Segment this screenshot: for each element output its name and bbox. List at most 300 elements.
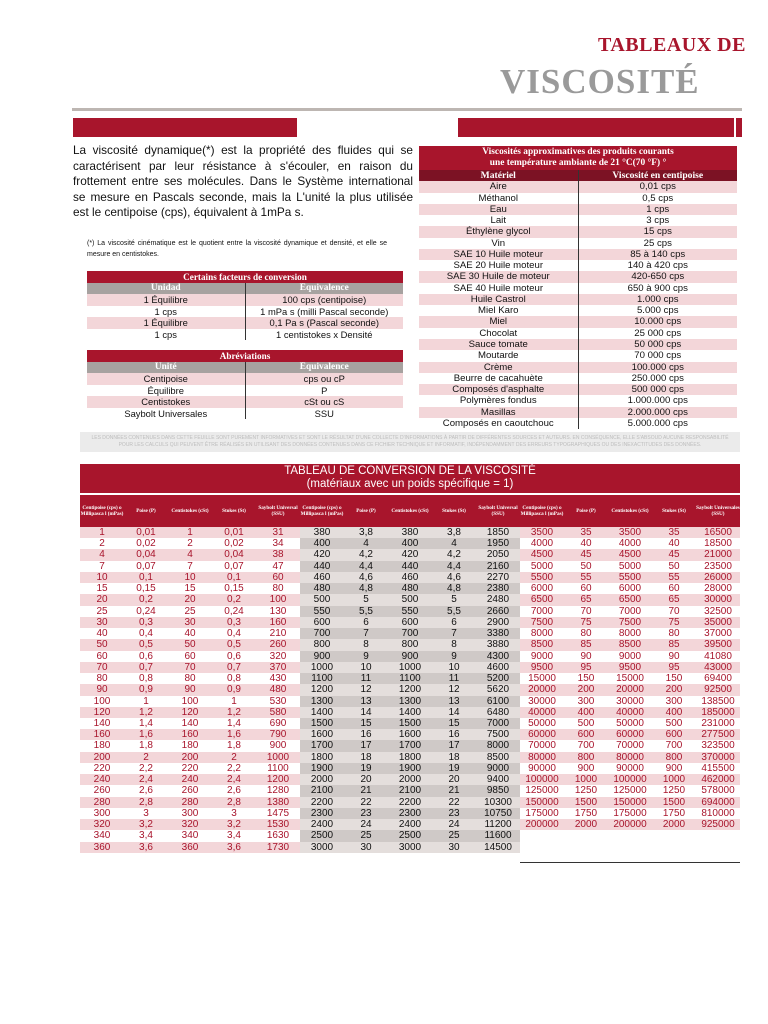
table-row — [80, 572, 300, 583]
table-cell: 70000 — [528, 740, 556, 752]
column-header: Matériel — [419, 170, 578, 181]
table-cell: 8 — [451, 639, 457, 651]
table-row — [520, 752, 740, 763]
table-cell: 70 — [184, 661, 196, 673]
table-row — [300, 651, 520, 662]
table-row — [300, 572, 520, 583]
table-cell: 200 — [665, 684, 683, 696]
table-cell: 1000 — [574, 774, 598, 786]
column-header: Saybolt Universal (SSU) — [256, 495, 300, 527]
table-cell: 1000 — [662, 774, 686, 786]
table-cell: 150000 — [613, 796, 647, 808]
table-cell: 55 — [580, 571, 592, 583]
column-header: Unité — [87, 362, 245, 373]
table-cell: 35 — [668, 527, 680, 538]
table-cell: 100000 — [525, 774, 559, 786]
table-cell: 800 — [665, 751, 683, 763]
table-cell: 8000 — [486, 740, 510, 752]
table-cell: 220 — [93, 762, 111, 774]
table-cell: 0,04 — [136, 549, 156, 561]
table-row — [87, 408, 403, 419]
table-cell: 65 — [580, 594, 592, 606]
table-cell: 420-650 cps — [631, 271, 685, 283]
table-row — [80, 639, 300, 650]
table-row — [520, 740, 740, 751]
table-cell: 17 — [448, 740, 460, 752]
table-cell: 360 — [93, 841, 111, 853]
table-cell: 15 — [448, 717, 460, 729]
table-cell: 900 — [269, 740, 287, 752]
table-cell: 4,4 — [359, 560, 373, 572]
table-row — [80, 808, 300, 819]
table-cell: 1400 — [310, 706, 334, 718]
table-cell: 60 — [580, 583, 592, 595]
table-cell: 800 — [313, 639, 331, 651]
table-row — [80, 684, 300, 695]
table-row — [300, 561, 520, 572]
table-row — [520, 651, 740, 662]
table-row — [520, 819, 740, 830]
page-title-line2: VISCOSITÉ — [500, 62, 700, 101]
table-header-row — [419, 170, 737, 181]
table-cell: 138500 — [701, 695, 735, 707]
table-cell: 15 — [184, 583, 196, 595]
table-cell: 1000 — [266, 751, 290, 763]
table-cell: 12 — [360, 684, 372, 696]
table-cell: 0,6 — [139, 650, 153, 662]
table-cell: 45 — [668, 549, 680, 561]
table-cell: 0,9 — [227, 684, 241, 696]
table-cell: 300 — [181, 807, 199, 819]
table-cell: 30000 — [616, 695, 644, 707]
table-cell: 578000 — [701, 785, 735, 797]
column-header: Équivalence — [299, 362, 349, 372]
table-cell: 1630 — [266, 830, 290, 842]
table-cell: 1,6 — [139, 729, 153, 741]
table-cell: SAE 40 Huile moteur — [419, 283, 578, 294]
table-row — [520, 662, 740, 673]
table-cell: 90000 — [528, 762, 556, 774]
table-cell: 20 — [360, 774, 372, 786]
table-cell: Éthylène glycol — [419, 226, 578, 237]
table-cell: 1 cps — [87, 329, 245, 340]
table-cell: 2000 — [398, 774, 422, 786]
table-cell: 2270 — [486, 571, 510, 583]
table-cell: 1 Équilibre — [87, 294, 245, 305]
table-cell: 6 — [451, 616, 457, 628]
table-cell: 3 — [231, 807, 237, 819]
table-cell: 1,6 — [227, 729, 241, 741]
table-row — [80, 662, 300, 673]
table-row — [419, 260, 737, 271]
table-cell: 6000 — [618, 583, 642, 595]
table-cell: 1900 — [398, 762, 422, 774]
table-cell: Sauce tomate — [419, 339, 578, 350]
table-cell: 2.000.000 cps — [627, 406, 688, 418]
table-cell: 2000 — [662, 819, 686, 831]
table-cell: 500 — [313, 594, 331, 606]
table-cell: 11600 — [484, 830, 512, 842]
table-cell: 1750 — [574, 807, 598, 819]
table-cell: 3 cps — [646, 215, 670, 227]
table-row — [80, 594, 300, 605]
table-cell: 11 — [448, 673, 460, 685]
table-cell: 2500 — [310, 830, 334, 842]
table-row — [300, 797, 520, 808]
table-cell: 4500 — [530, 549, 554, 561]
table-cell: 40 — [184, 628, 196, 640]
table-cell: 17 — [360, 740, 372, 752]
column-header: Centipoise (cps) o Millipasca l (mPas) — [300, 495, 344, 527]
table-row — [520, 785, 740, 796]
table-cell: 30000 — [704, 594, 732, 606]
table-cell: 4,6 — [447, 571, 461, 583]
table-row — [300, 752, 520, 763]
table-row — [419, 181, 737, 192]
table-cell: 120 — [181, 706, 199, 718]
table-cell: 40000 — [616, 706, 644, 718]
table-cell: 1850 — [486, 527, 510, 538]
conversion-table-title-line2: (matériaux avec un poids spécifique = 1) — [306, 478, 514, 490]
table-cell: 50000 — [616, 717, 644, 729]
table-row — [520, 572, 740, 583]
approx-viscosity-title — [419, 146, 737, 170]
table-row — [520, 763, 740, 774]
table-row — [300, 639, 520, 650]
table-cell: 340 — [181, 830, 199, 842]
table-cell: 3880 — [486, 639, 510, 651]
table-cell: 7500 — [530, 616, 554, 628]
table-cell: 260 — [181, 785, 199, 797]
table-cell: 5000 — [530, 560, 554, 572]
table-cell: 0,24 — [136, 605, 156, 617]
table-row — [520, 808, 740, 819]
table-cell: 2,6 — [227, 785, 241, 797]
table-row — [300, 527, 520, 538]
table-cell: 14500 — [484, 841, 512, 853]
table-row — [300, 763, 520, 774]
table-cell: 2100 — [310, 785, 334, 797]
table-cell: 90 — [668, 650, 680, 662]
table-cell: Méthanol — [419, 193, 578, 204]
table-row — [80, 538, 300, 549]
column-header: Centistokes (cSt) — [388, 495, 432, 527]
table-cell: 2,2 — [139, 762, 153, 774]
table-cell: 200000 — [525, 819, 559, 831]
table-cell: 320 — [93, 819, 111, 831]
right-edge-bar — [736, 118, 742, 137]
table-cell: 0,02 — [136, 538, 156, 550]
table-cell: 100 — [269, 594, 287, 606]
conversion-table-title-line1: TABLEAU DE CONVERSION DE LA VISCOSITÉ — [284, 465, 536, 477]
table-cell: Eau — [419, 204, 578, 215]
table-cell: 21000 — [704, 549, 732, 561]
table-cell: 55 — [668, 571, 680, 583]
table-cell: 0,3 — [227, 616, 241, 628]
table-cell: 30 — [184, 616, 196, 628]
table-cell: 3500 — [618, 527, 642, 538]
table-cell: 1 cps — [646, 203, 670, 215]
table-cell: 360 — [181, 841, 199, 853]
table-cell: 140 à 420 cps — [627, 260, 688, 272]
table-row — [80, 617, 300, 628]
column-header: Centistokes (cSt) — [168, 495, 212, 527]
column-header: Poise (P) — [124, 495, 168, 527]
table-cell: 60 — [668, 583, 680, 595]
conversion-factors-table — [87, 271, 403, 340]
table-cell: 90 — [184, 684, 196, 696]
table-cell: 12 — [448, 684, 460, 696]
table-cell: 400 — [401, 538, 419, 550]
table-cell: 1000 — [398, 661, 422, 673]
table-cell: 200 — [577, 684, 595, 696]
table-cell: 130 — [269, 605, 287, 617]
table-row — [419, 373, 737, 384]
abbreviations-table — [87, 350, 403, 419]
table-cell: 2050 — [486, 549, 510, 561]
table-cell: 210 — [269, 628, 287, 640]
table-cell: 60000 — [616, 729, 644, 741]
table-cell: 2160 — [486, 560, 510, 572]
conversion-factors-grid — [87, 283, 403, 340]
table-cell: 1800 — [398, 751, 422, 763]
table-row — [80, 651, 300, 662]
table-cell: 4,2 — [447, 549, 461, 561]
table-row — [80, 718, 300, 729]
table-row — [80, 673, 300, 684]
table-row — [419, 384, 737, 395]
table-cell: 460 — [401, 571, 419, 583]
table-cell: 700 — [401, 628, 419, 640]
table-cell: 0,6 — [227, 650, 241, 662]
table-cell: 15 — [96, 583, 108, 595]
table-cell: 16500 — [704, 527, 732, 538]
table-row — [80, 707, 300, 718]
table-cell: 80 — [668, 628, 680, 640]
table-cell: 125000 — [613, 785, 647, 797]
table-cell: 4,6 — [359, 571, 373, 583]
table-row — [300, 662, 520, 673]
table-cell: 85 — [668, 639, 680, 651]
table-cell: 1500 — [662, 796, 686, 808]
table-cell: 25 000 cps — [634, 327, 682, 339]
table-cell: 430 — [269, 673, 287, 685]
table-cell: 900 — [577, 762, 595, 774]
disclaimer-text: LES DONNÉES CONTENUES DANS CETTE FEUILLE SONT PUREMENT INFORMATIVES ET SONT LE RÉSULTAT D'UNE COLLECTE D'INFORMATIONS À PARTIR DE DIFFÉRENTES SOURCES ET AUTEURS. EN CONSÉQUENCE, ELLE S'ABSOUD AUCUNE RESPONSABILITÉ POUR LES CALCULS QUI PEUVENT ÊTRE RÉALISÉS EN UTILISANT DES DONNÉES CONTENUES DANS CE FICHIER TECHNIQUE ET INFORMATIF, INDÉPENDAMMENT DES ERREURS TYPOGRAPHIQUES OU DES INEXACTITUDES DES DONNÉES. — [80, 432, 740, 452]
table-cell: 0,1 — [227, 571, 241, 583]
table-cell: 1380 — [266, 796, 290, 808]
table-cell: 60000 — [528, 729, 556, 741]
table-cell: 4500 — [618, 549, 642, 561]
column-header: Équivalence — [299, 283, 349, 293]
table-cell: Composés d'asphalte — [419, 384, 578, 395]
table-cell: 4,2 — [359, 549, 373, 561]
column-header: Poise (P) — [344, 495, 388, 527]
conversion-bottom-rule — [520, 862, 740, 863]
table-cell: 8500 — [618, 639, 642, 651]
page-title-line1: TABLEAUX DE — [598, 34, 746, 56]
conversion-block-3-grid — [520, 495, 740, 830]
table-cell: 1750 — [662, 807, 686, 819]
table-cell: 250.000 cps — [631, 372, 684, 384]
table-cell: 1100 — [267, 762, 289, 774]
table-cell: 120 — [93, 706, 111, 718]
table-cell: 1,4 — [227, 717, 241, 729]
table-cell: 41080 — [704, 650, 732, 662]
table-cell: 1 — [143, 695, 149, 707]
table-row — [300, 842, 520, 853]
table-row — [87, 373, 403, 384]
table-cell: 20 — [96, 594, 108, 606]
table-cell: 530 — [269, 695, 287, 707]
table-cell: 9000 — [618, 650, 642, 662]
table-row — [419, 407, 737, 418]
table-cell: 2,4 — [139, 774, 153, 786]
table-row — [419, 316, 737, 327]
table-cell: 92500 — [704, 684, 732, 696]
table-cell: 0,24 — [224, 605, 244, 617]
table-cell: 5620 — [486, 684, 510, 696]
table-row — [419, 193, 737, 204]
table-cell: 1600 — [310, 729, 334, 741]
table-cell: 5 — [363, 594, 369, 606]
table-row — [520, 527, 740, 538]
table-cell: Huile Castrol — [419, 294, 578, 305]
table-cell: 25 — [448, 830, 460, 842]
table-cell: 260 — [93, 785, 111, 797]
table-cell: Équilibre — [87, 385, 245, 396]
table-row — [419, 418, 737, 429]
table-cell: 13 — [360, 695, 372, 707]
table-row — [300, 594, 520, 605]
table-cell: 14 — [360, 706, 372, 718]
table-cell: 100 cps (centipoise) — [282, 294, 367, 306]
table-cell: 1400 — [398, 706, 422, 718]
column-header: Viscosité en centipoise — [578, 170, 737, 181]
table-cell: 10.000 cps — [634, 316, 682, 328]
table-cell: 30 — [96, 616, 108, 628]
table-cell: 800 — [577, 751, 595, 763]
table-cell: 240 — [181, 774, 199, 786]
table-cell: 1 — [231, 695, 237, 707]
table-cell: 185000 — [701, 706, 735, 718]
table-row — [300, 673, 520, 684]
table-cell: 21 — [360, 785, 372, 797]
table-cell: 9 — [451, 650, 457, 662]
table-cell: 23 — [360, 807, 372, 819]
table-cell: 7 — [363, 628, 369, 640]
table-cell: 500 — [577, 717, 595, 729]
table-cell: 0,7 — [227, 661, 241, 673]
table-cell: 160 — [93, 729, 111, 741]
column-header: Centipoise (cps) o Millipasca l (mPas) — [80, 495, 124, 527]
table-cell: 1,2 — [139, 706, 153, 718]
table-cell: 415500 — [701, 762, 735, 774]
table-cell: 10 — [96, 571, 108, 583]
table-cell: 18 — [360, 751, 372, 763]
table-cell: 2300 — [398, 807, 422, 819]
table-cell: 1950 — [486, 538, 510, 550]
table-cell: 11 — [360, 673, 372, 685]
table-cell: 1300 — [398, 695, 422, 707]
table-row — [80, 606, 300, 617]
table-cell: 0,07 — [224, 560, 244, 572]
table-cell: 7 — [99, 560, 105, 572]
table-cell: 9400 — [486, 774, 510, 786]
table-cell: 300 — [93, 807, 111, 819]
table-cell: 24 — [360, 819, 372, 831]
table-cell: 16 — [360, 729, 372, 741]
table-cell: 480 — [269, 684, 287, 696]
table-cell: 2400 — [398, 819, 422, 831]
table-row — [300, 718, 520, 729]
table-cell: 50 000 cps — [634, 338, 682, 350]
conversion-table-title — [80, 464, 740, 493]
table-row — [87, 306, 403, 317]
table-row — [520, 684, 740, 695]
table-row — [520, 774, 740, 785]
table-cell: 70000 — [616, 740, 644, 752]
table-cell: 1250 — [662, 785, 686, 797]
table-cell: Beurre de cacahuète — [419, 373, 578, 384]
table-cell: 0,3 — [139, 616, 153, 628]
table-cell: 1280 — [266, 785, 290, 797]
table-cell: 2300 — [310, 807, 334, 819]
table-cell: 7000 — [486, 717, 510, 729]
conversion-block-1 — [80, 495, 300, 853]
table-row — [87, 396, 403, 407]
table-cell: 4,4 — [447, 560, 461, 572]
table-cell: 7500 — [618, 616, 642, 628]
table-cell: 9850 — [486, 785, 510, 797]
table-cell: 1900 — [310, 762, 334, 774]
table-cell: 80 — [580, 628, 592, 640]
abbreviations-title: Abréviations — [87, 350, 403, 362]
table-cell: 50 — [96, 639, 108, 651]
table-cell: 1500 — [310, 717, 334, 729]
table-cell: 480 — [313, 583, 331, 595]
table-cell: 320 — [181, 819, 199, 831]
table-cell: 370000 — [701, 751, 735, 763]
abbreviations-grid — [87, 362, 403, 419]
table-cell: 2900 — [486, 616, 510, 628]
table-cell: 2 — [187, 538, 193, 550]
table-cell: SAE 30 Huile de moteur — [419, 271, 578, 282]
table-cell: 694000 — [701, 796, 735, 808]
table-cell: 0,7 — [139, 661, 153, 673]
table-cell: 140 — [93, 717, 111, 729]
table-cell: 0,5 — [227, 639, 241, 651]
table-cell: 0,8 — [227, 673, 241, 685]
table-header-row — [300, 495, 520, 527]
table-cell: 60 — [96, 650, 108, 662]
table-row — [300, 729, 520, 740]
table-cell: 323500 — [701, 740, 735, 752]
table-cell: 550 — [313, 605, 331, 617]
table-cell: 10 — [360, 661, 372, 673]
table-cell: 3000 — [398, 841, 422, 853]
table-cell: 80 — [96, 673, 108, 685]
table-cell: 4000 — [530, 538, 554, 550]
table-cell: 500 — [401, 594, 419, 606]
table-cell: 9500 — [618, 661, 642, 673]
table-cell: 180 — [93, 740, 111, 752]
table-cell: 20000 — [616, 684, 644, 696]
table-cell: 90000 — [616, 762, 644, 774]
table-cell: 39500 — [704, 639, 732, 651]
table-cell: 85 — [580, 639, 592, 651]
table-cell: 0,01 — [224, 527, 244, 538]
